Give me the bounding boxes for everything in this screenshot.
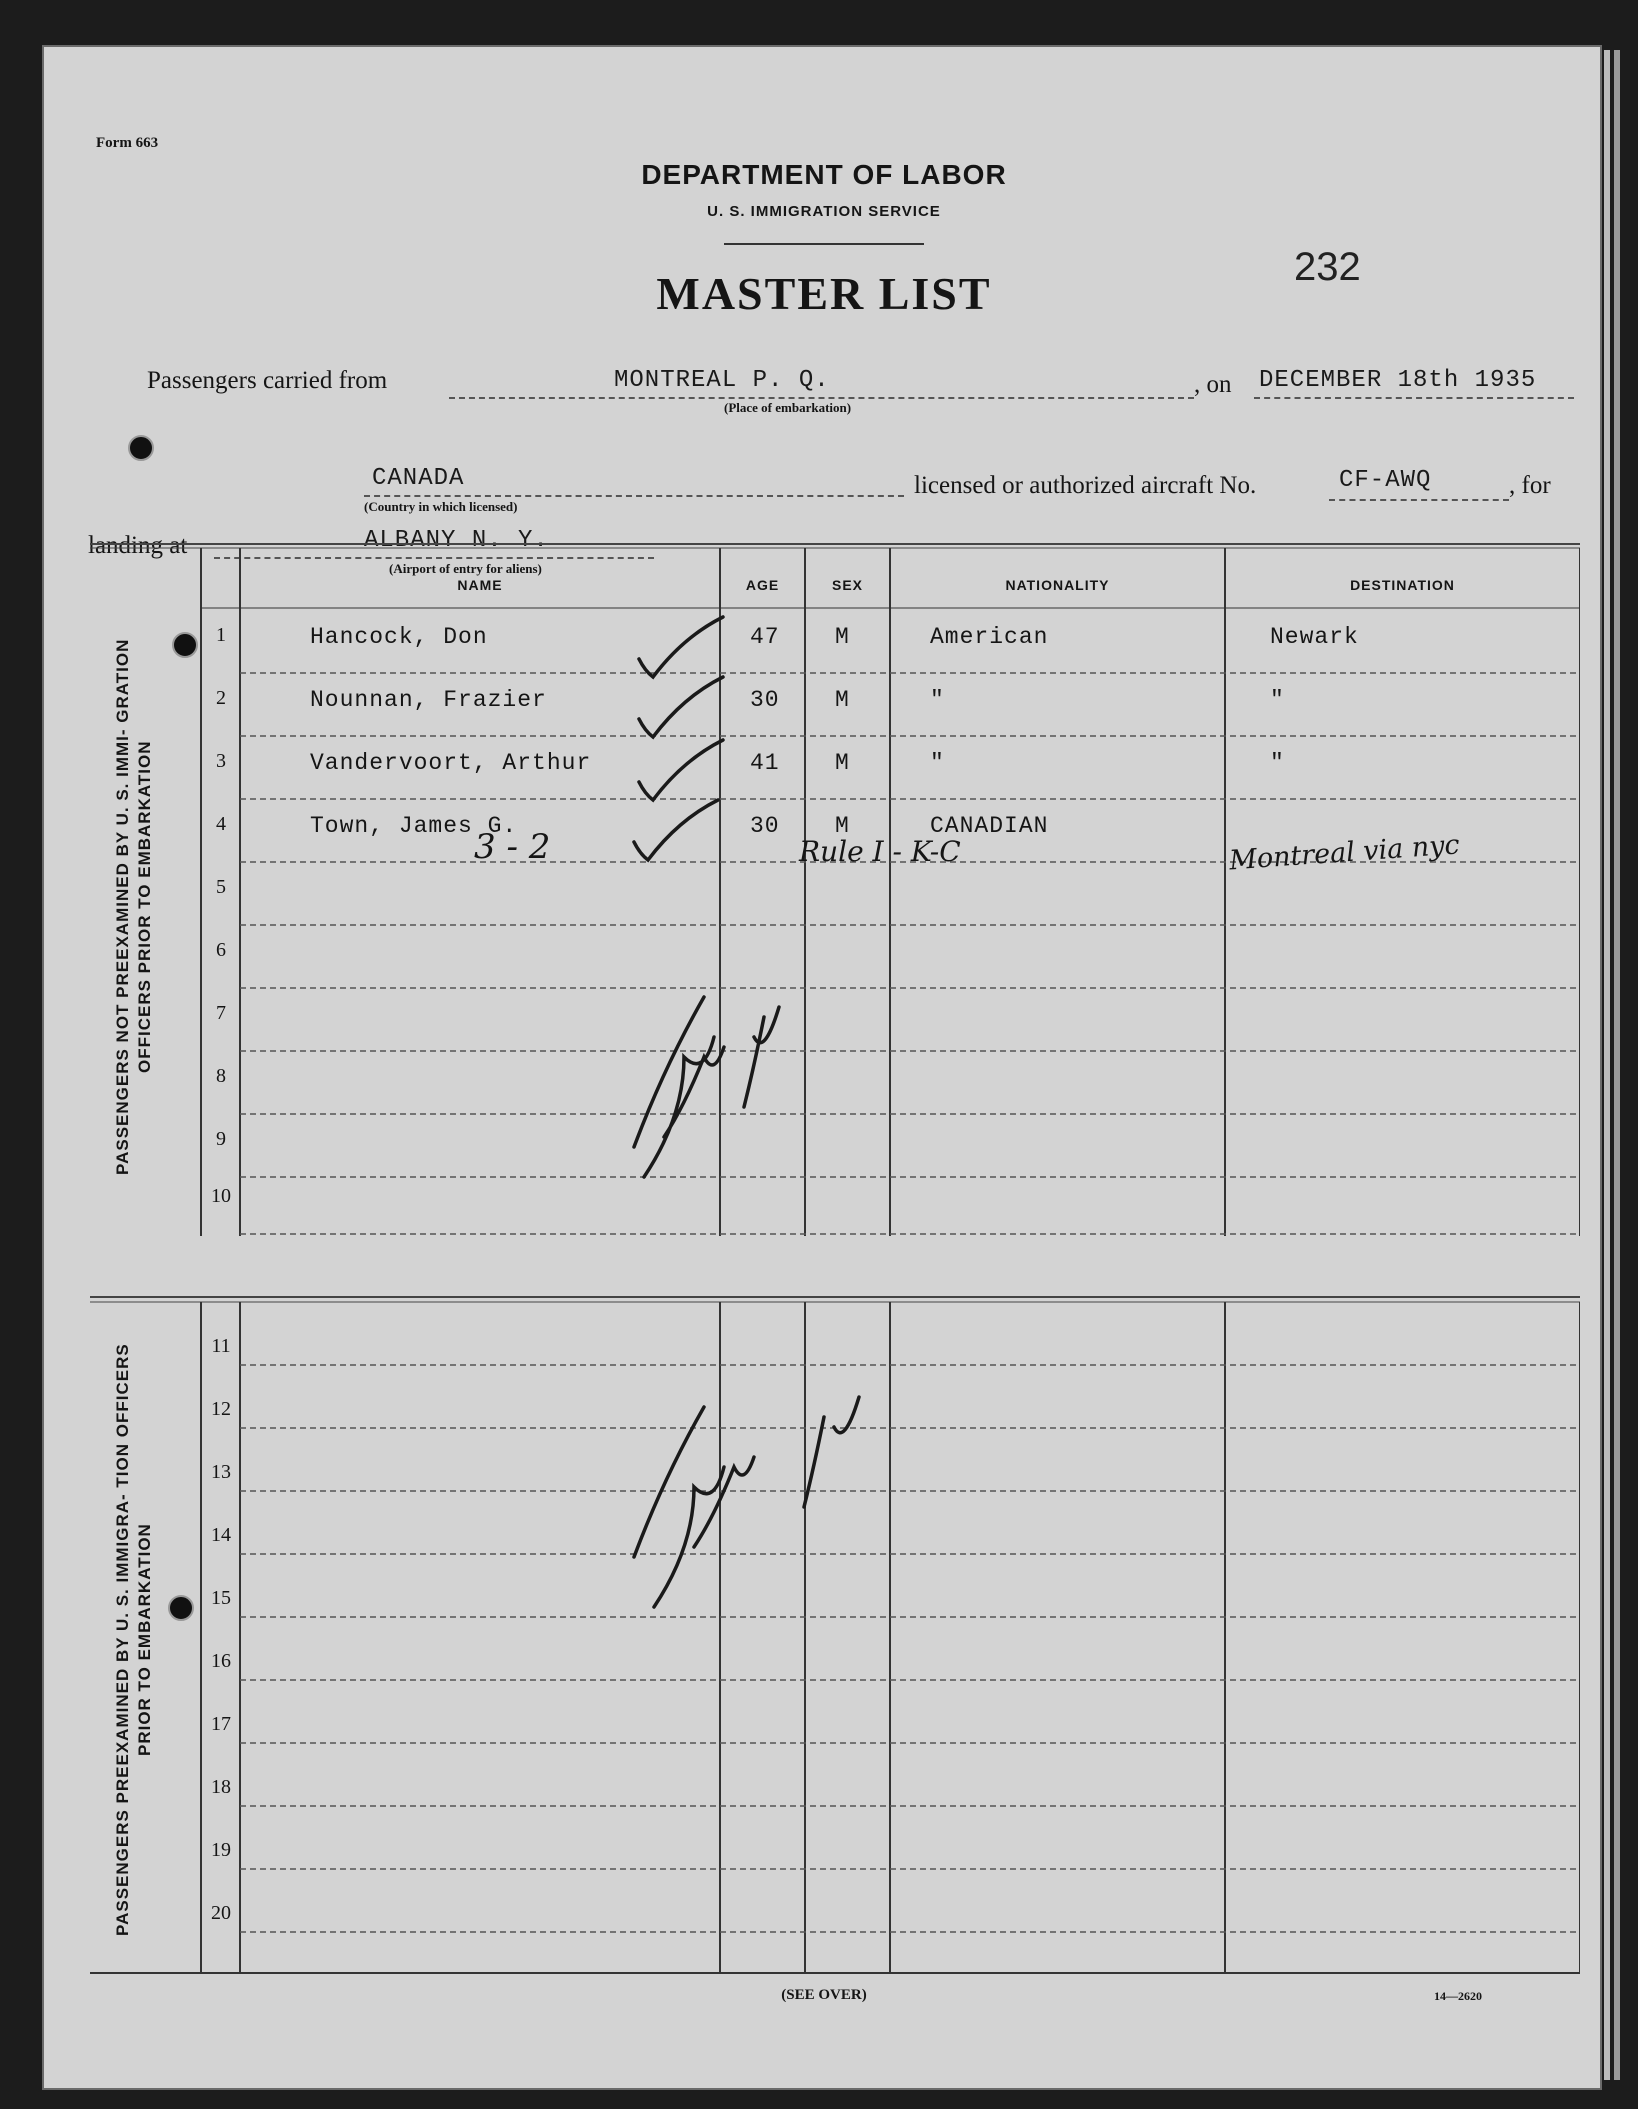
cell-sex: M [835,813,850,839]
row-number: 15 [211,1587,231,1609]
row-number: 11 [211,1335,231,1357]
on-label: , on [1194,371,1232,398]
header-sex: SEX [831,577,863,593]
row-number: 7 [216,1002,226,1024]
cell-destination: " [1270,687,1285,713]
cell-sex: M [835,750,850,776]
header-nationality: NATIONALITY [1005,577,1110,593]
cell-destination: Newark [1270,624,1359,650]
date-value: DECEMBER 18th 1935 [1259,367,1537,394]
row-number: 13 [211,1461,231,1483]
cell-age: 41 [750,750,780,776]
row-number: 2 [216,687,226,709]
page-edge [1604,50,1610,2080]
cell-nationality: " [930,750,945,776]
row-number: 4 [216,813,226,835]
row-number: 20 [211,1902,231,1924]
cell-name: Vandervoort, Arthur [310,750,592,776]
document-page [42,45,1602,2090]
country-fill-line [364,495,904,497]
form-number: Form 663 [96,135,159,151]
cell-nationality: American [930,624,1049,650]
row-number: 1 [216,624,226,646]
landing-at-label: landing at [88,532,188,559]
cell-nationality: CANADIAN [930,813,1049,839]
header-destination: DESTINATION [1350,577,1455,593]
section-1-label: PASSENGERS NOT PREEXAMINED BY U. S. IMMI- GRATION OFFICERS PRIOR TO EMBARKATION [113,638,154,1176]
cell-sex: M [835,624,850,650]
section-2-grid [90,1295,1580,1975]
row-number: 8 [216,1065,226,1087]
landing-caption: (Airport of entry for aliens) [389,561,542,576]
table-section-1 [90,542,1580,1237]
see-over-note: (SEE OVER) [781,1987,867,2003]
punch-hole [172,632,198,658]
aircraft-fill-line [1329,499,1509,501]
carried-from-label: Passengers carried from [147,367,388,394]
section-2-label: PASSENGERS PREEXAMINED BY U. S. IMMIGRA- TION OFFICERS PRIOR TO EMBARKATION [113,1343,154,1937]
row-number: 3 [216,750,226,772]
row-number: 19 [211,1839,231,1861]
row-number: 12 [211,1398,231,1420]
print-code: 14—2620 [1434,1989,1482,2003]
list-number: 232 [1294,245,1361,289]
service-heading: U. S. IMMIGRATION SERVICE [707,203,941,220]
cell-nationality: " [930,687,945,713]
header-age: AGE [745,577,780,593]
header-name: NAME [457,577,503,593]
table-section-2 [90,1295,1580,1975]
for-label: , for [1509,472,1551,499]
cell-name: Nounnan, Frazier [310,687,547,713]
aircraft-number: CF-AWQ [1339,467,1432,494]
row-number: 9 [216,1128,226,1150]
row-number: 17 [211,1713,231,1735]
landing-place: ALBANY N. Y. [364,527,549,554]
page-edge [1614,50,1620,2080]
aircraft-label: licensed or authorized aircraft No. [914,472,1257,499]
page-title: MASTER LIST [656,268,992,319]
place-of-embarkation: MONTREAL P. Q. [614,367,830,394]
country-caption: (Country in which licensed) [364,499,518,514]
cell-name: Town, James G. [310,813,518,839]
row-number: 16 [211,1650,231,1672]
row-number: 5 [216,876,226,898]
date-fill-line [1254,397,1574,399]
handwritten-row3-note: 3 - 2 [474,827,551,867]
row-number: 10 [211,1185,231,1207]
cell-age: 30 [750,687,780,713]
cell-name: Hancock, Don [310,624,488,650]
cell-destination: " [1270,750,1285,776]
country-value: CANADA [372,465,465,492]
row-number: 6 [216,939,226,961]
row-number: 18 [211,1776,231,1798]
handwritten-row4-note: Rule I - K-C [799,835,961,868]
cell-age: 30 [750,813,780,839]
heading-divider [724,243,924,245]
row-number: 14 [211,1524,231,1546]
cell-age: 47 [750,624,780,650]
handwritten-row4-destination: Montreal via nyc [1228,829,1461,877]
department-heading: DEPARTMENT OF LABOR [641,159,1007,190]
punch-hole [128,435,154,461]
place-fill-line [449,397,1194,399]
place-caption: (Place of embarkation) [724,400,852,415]
cell-sex: M [835,687,850,713]
punch-hole [168,1595,194,1621]
